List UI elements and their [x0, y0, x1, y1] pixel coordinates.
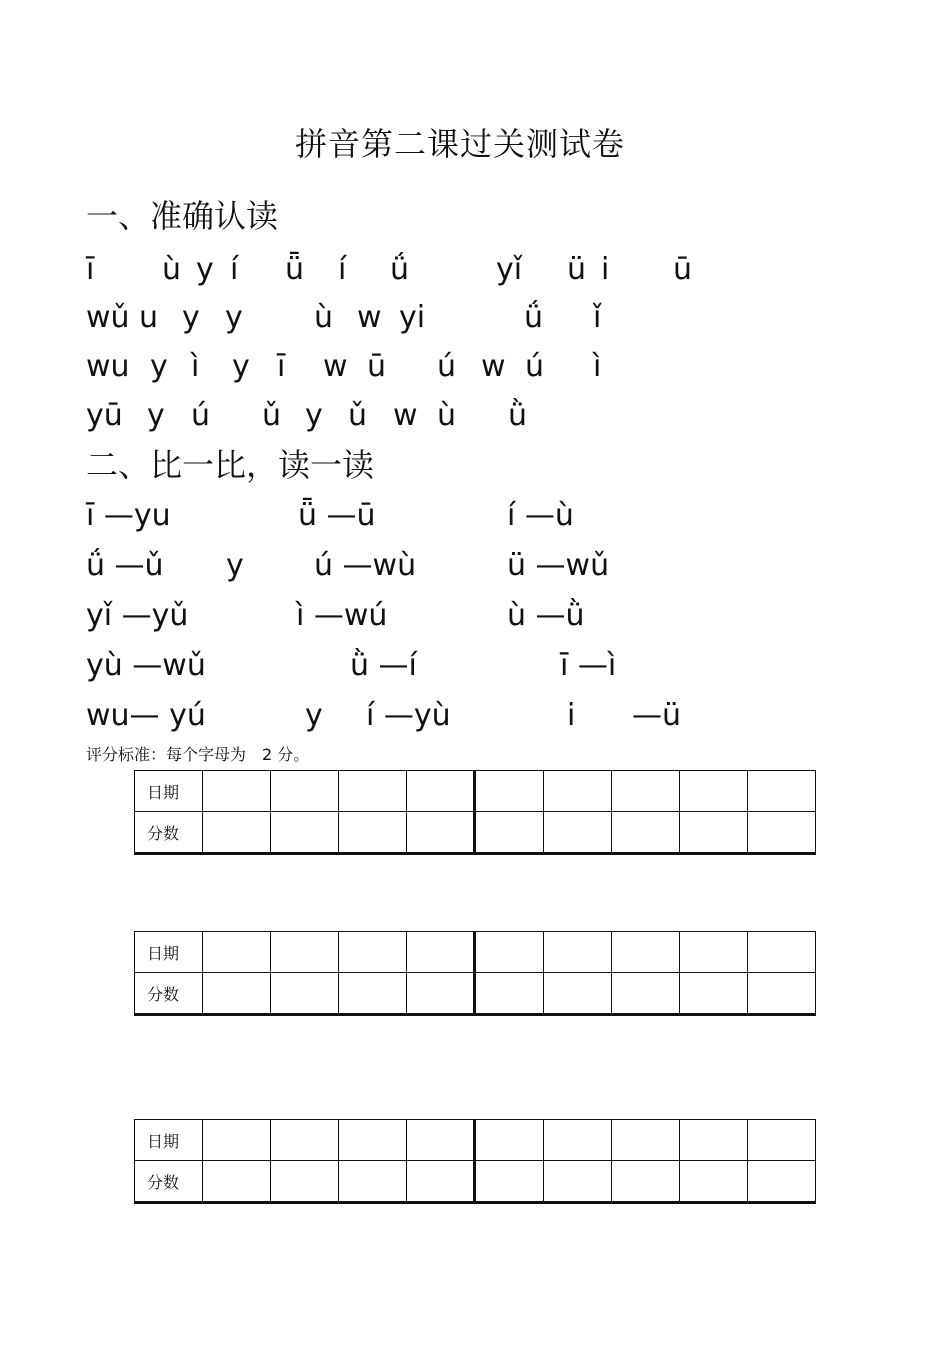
pinyin-token: y [232, 349, 250, 384]
pinyin-token: yǐ [496, 252, 523, 287]
date-cell[interactable] [475, 771, 543, 812]
pair-token: ü —wǔ [507, 548, 610, 583]
read-row-1 [0, 250, 950, 290]
date-cell[interactable] [407, 771, 475, 812]
pair-token: í —yù [366, 698, 451, 733]
pinyin-token: ú [525, 349, 545, 384]
date-cell[interactable] [203, 771, 271, 812]
pair-token: ì —wú [296, 598, 388, 633]
score-cell[interactable] [271, 812, 339, 854]
score-cell[interactable] [475, 973, 543, 1015]
pinyin-token: í [230, 252, 239, 287]
score-cell[interactable] [543, 812, 611, 854]
pair-token: y [305, 698, 323, 733]
date-cell[interactable] [271, 932, 339, 973]
score-table [134, 770, 816, 855]
pinyin-token: y [196, 252, 214, 287]
pinyin-token: ī [277, 349, 286, 384]
pinyin-token: ǘ [524, 300, 544, 335]
date-cell[interactable] [679, 771, 747, 812]
pinyin-token: yi [399, 300, 426, 335]
pinyin-token: u [139, 300, 159, 335]
pinyin-token: ú [191, 398, 211, 433]
pinyin-token: ǔ [348, 398, 368, 433]
score-cell[interactable] [611, 812, 679, 854]
pinyin-token: w [323, 349, 348, 384]
pinyin-token: ù [437, 398, 457, 433]
pinyin-token: ū [673, 252, 693, 287]
pinyin-token: y [305, 398, 323, 433]
date-cell[interactable] [543, 771, 611, 812]
date-label: 日期 [135, 1120, 203, 1161]
pair-token: wu— yú [86, 698, 206, 733]
pair-token: ú —wù [314, 548, 417, 583]
compare-row-3 [0, 596, 950, 636]
score-cell[interactable] [747, 973, 815, 1015]
date-cell[interactable] [611, 771, 679, 812]
score-table [134, 931, 816, 1016]
date-cell[interactable] [271, 1120, 339, 1161]
score-cell[interactable] [339, 812, 407, 854]
date-cell[interactable] [271, 771, 339, 812]
date-cell[interactable] [475, 932, 543, 973]
read-row-4 [0, 396, 950, 436]
pinyin-token: w [481, 349, 506, 384]
date-cell[interactable] [203, 1120, 271, 1161]
date-cell[interactable] [339, 1120, 407, 1161]
pinyin-token: wu [86, 349, 130, 384]
pinyin-token: i [601, 252, 610, 287]
pinyin-token: í [338, 252, 347, 287]
pair-token: y [226, 548, 244, 583]
pinyin-token: w [357, 300, 382, 335]
pair-token: —ü [632, 698, 682, 733]
date-cell[interactable] [679, 932, 747, 973]
score-table [134, 1119, 816, 1204]
pinyin-token: ù [314, 300, 334, 335]
date-cell[interactable] [543, 1120, 611, 1161]
pair-token: ī —ì [560, 648, 617, 683]
date-cell[interactable] [611, 932, 679, 973]
date-label: 日期 [135, 771, 203, 812]
pinyin-token: ī [86, 252, 95, 287]
date-cell[interactable] [339, 932, 407, 973]
pair-token: ǘ —ǔ [86, 548, 164, 583]
date-cell[interactable] [407, 1120, 475, 1161]
score-label: 分数 [135, 812, 203, 854]
date-cell[interactable] [747, 771, 815, 812]
score-cell[interactable] [611, 1161, 679, 1203]
compare-row-4 [0, 646, 950, 686]
read-row-2 [0, 298, 950, 338]
pinyin-token: y [182, 300, 200, 335]
section-1-heading: 一、准确认读 [86, 197, 279, 235]
date-cell[interactable] [679, 1120, 747, 1161]
date-cell[interactable] [747, 932, 815, 973]
score-cell[interactable] [203, 812, 271, 854]
pinyin-token: yū [86, 398, 123, 433]
pinyin-token: ǖ [285, 252, 305, 287]
pair-token: yǐ —yǔ [86, 598, 189, 633]
pinyin-token: ü [567, 252, 587, 287]
pinyin-token: wǔ [86, 300, 130, 335]
score-cell[interactable] [203, 973, 271, 1015]
compare-row-2 [0, 546, 950, 586]
score-cell[interactable] [543, 1161, 611, 1203]
pair-token: í —ù [507, 498, 574, 533]
score-cell[interactable] [679, 973, 747, 1015]
pinyin-token: ū [367, 349, 387, 384]
pair-token: ǜ —í [350, 648, 417, 683]
pinyin-token: y [225, 300, 243, 335]
date-cell[interactable] [543, 932, 611, 973]
score-cell[interactable] [203, 1161, 271, 1203]
pair-token: ī —yu [86, 498, 171, 533]
score-cell[interactable] [611, 973, 679, 1015]
score-cell[interactable] [747, 812, 815, 854]
pinyin-token: ǔ [262, 398, 282, 433]
pinyin-token: ì [191, 349, 200, 384]
score-cell[interactable] [271, 973, 339, 1015]
score-cell[interactable] [475, 812, 543, 854]
date-cell[interactable] [611, 1120, 679, 1161]
pinyin-token: ǐ [593, 300, 602, 335]
pinyin-token: y [147, 398, 165, 433]
pinyin-token: ú [437, 349, 457, 384]
score-cell[interactable] [475, 1161, 543, 1203]
pair-token: i [567, 698, 576, 733]
date-cell[interactable] [475, 1120, 543, 1161]
score-cell[interactable] [407, 1161, 475, 1203]
pinyin-token: y [150, 349, 168, 384]
compare-row-5 [0, 696, 950, 736]
score-cell[interactable] [407, 973, 475, 1015]
pair-token: ǖ —ū [298, 498, 376, 533]
score-cell[interactable] [679, 1161, 747, 1203]
score-cell[interactable] [339, 1161, 407, 1203]
date-cell[interactable] [407, 932, 475, 973]
read-row-3 [0, 347, 950, 387]
pair-token: ù —ǜ [507, 598, 585, 633]
score-cell[interactable] [407, 812, 475, 854]
page-title: 拼音第二课过关测试卷 [294, 125, 625, 163]
date-cell[interactable] [203, 932, 271, 973]
score-cell[interactable] [271, 1161, 339, 1203]
pinyin-token: ǘ [390, 252, 410, 287]
score-cell[interactable] [339, 973, 407, 1015]
score-label: 分数 [135, 973, 203, 1015]
compare-row-1 [0, 496, 950, 536]
score-cell[interactable] [747, 1161, 815, 1203]
pinyin-token: ì [593, 349, 602, 384]
score-label: 分数 [135, 1161, 203, 1203]
section-2-heading: 二、比一比，读一读 [86, 446, 375, 484]
pinyin-token: ǜ [508, 398, 528, 433]
pinyin-token: ù [162, 252, 182, 287]
score-cell[interactable] [543, 973, 611, 1015]
date-cell[interactable] [339, 771, 407, 812]
score-cell[interactable] [679, 812, 747, 854]
pinyin-token: w [393, 398, 418, 433]
date-label: 日期 [135, 932, 203, 973]
pair-token: yù —wǔ [86, 648, 206, 683]
date-cell[interactable] [747, 1120, 815, 1161]
scoring-criteria: 评分标准：每个字母为 2 分。 [86, 745, 310, 764]
